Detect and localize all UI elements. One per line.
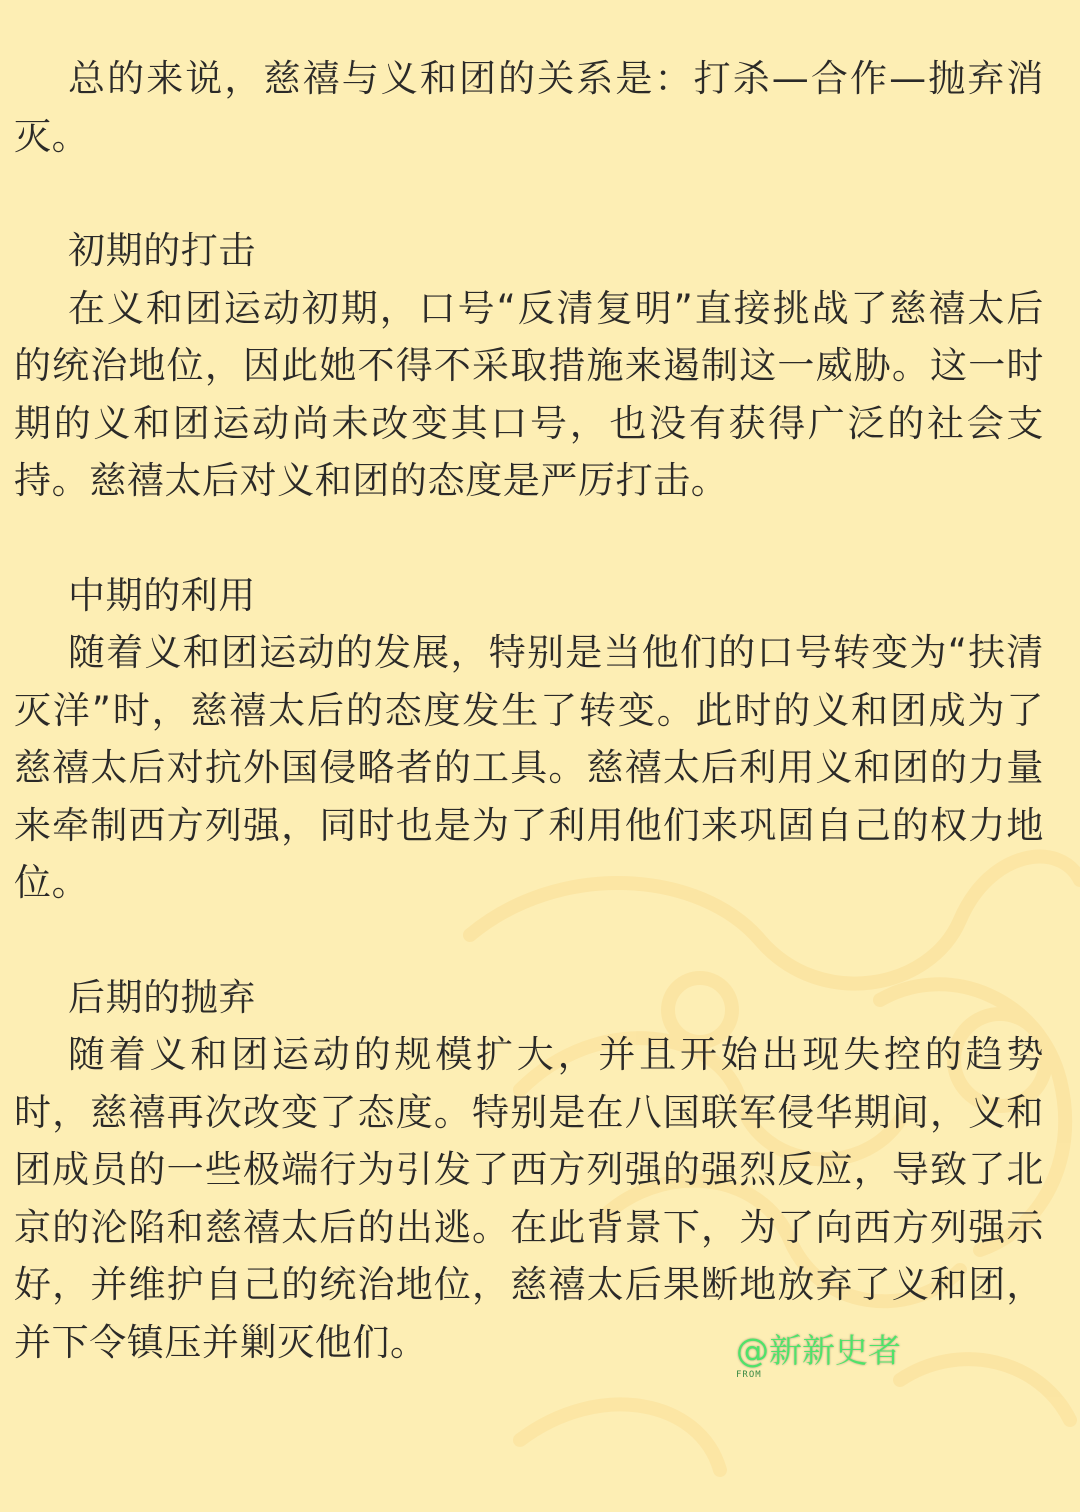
watermark-handle: @新新史者 — [736, 1331, 901, 1370]
section-body-late: 随着义和团运动的规模扩大，并且开始出现失控的趋势时，慈禧再次改变了态度。特别是在八国联军侵华期间，义和团成员的一些极端行为引发了西方列强的强烈反应，导致了北京的沦陷和慈禧太后的出逃。在此背景下，为了向西方列强示好，并维护自己的统治地位，慈禧太后果断地放弃了义和团，并下令镇压并剿灭他们。 — [14, 1033, 1044, 1364]
section-heading-early: 初期的打击 — [68, 229, 256, 272]
paragraph-gap — [14, 510, 1044, 567]
intro-paragraph: 总的来说，慈禧与义和团的关系是：打杀—合作—抛弃消灭。 — [14, 57, 1044, 158]
section-heading-late: 后期的抛弃 — [68, 975, 256, 1019]
article — [14, 50, 1044, 1371]
watermark — [736, 1331, 901, 1391]
watermark-subtext: FROM — [736, 1370, 762, 1380]
paragraph-gap — [14, 912, 1044, 969]
section-body-middle: 随着义和团运动的发展，特别是当他们的口号转变为“扶清灭洋”时，慈禧太后的态度发生了转变。此时的义和团成为了慈禧太后对抗外国侵略者的工具。慈禧太后利用义和团的力量来牵制西方列强，同时也是为了利用他们来巩固自己的权力地位。 — [14, 631, 1044, 904]
paragraph-gap — [14, 165, 1044, 222]
section-heading-middle: 中期的利用 — [68, 573, 256, 617]
section-body-early: 在义和团运动初期，口号“反清复明”直接挑战了慈禧太后的统治地位，因此她不得不采取措施来遏制这一威胁。这一时期的义和团运动尚未改变其口号，也没有获得广泛的社会支持。慈禧太后对义和团的态度是严厉打击。 — [14, 286, 1044, 502]
